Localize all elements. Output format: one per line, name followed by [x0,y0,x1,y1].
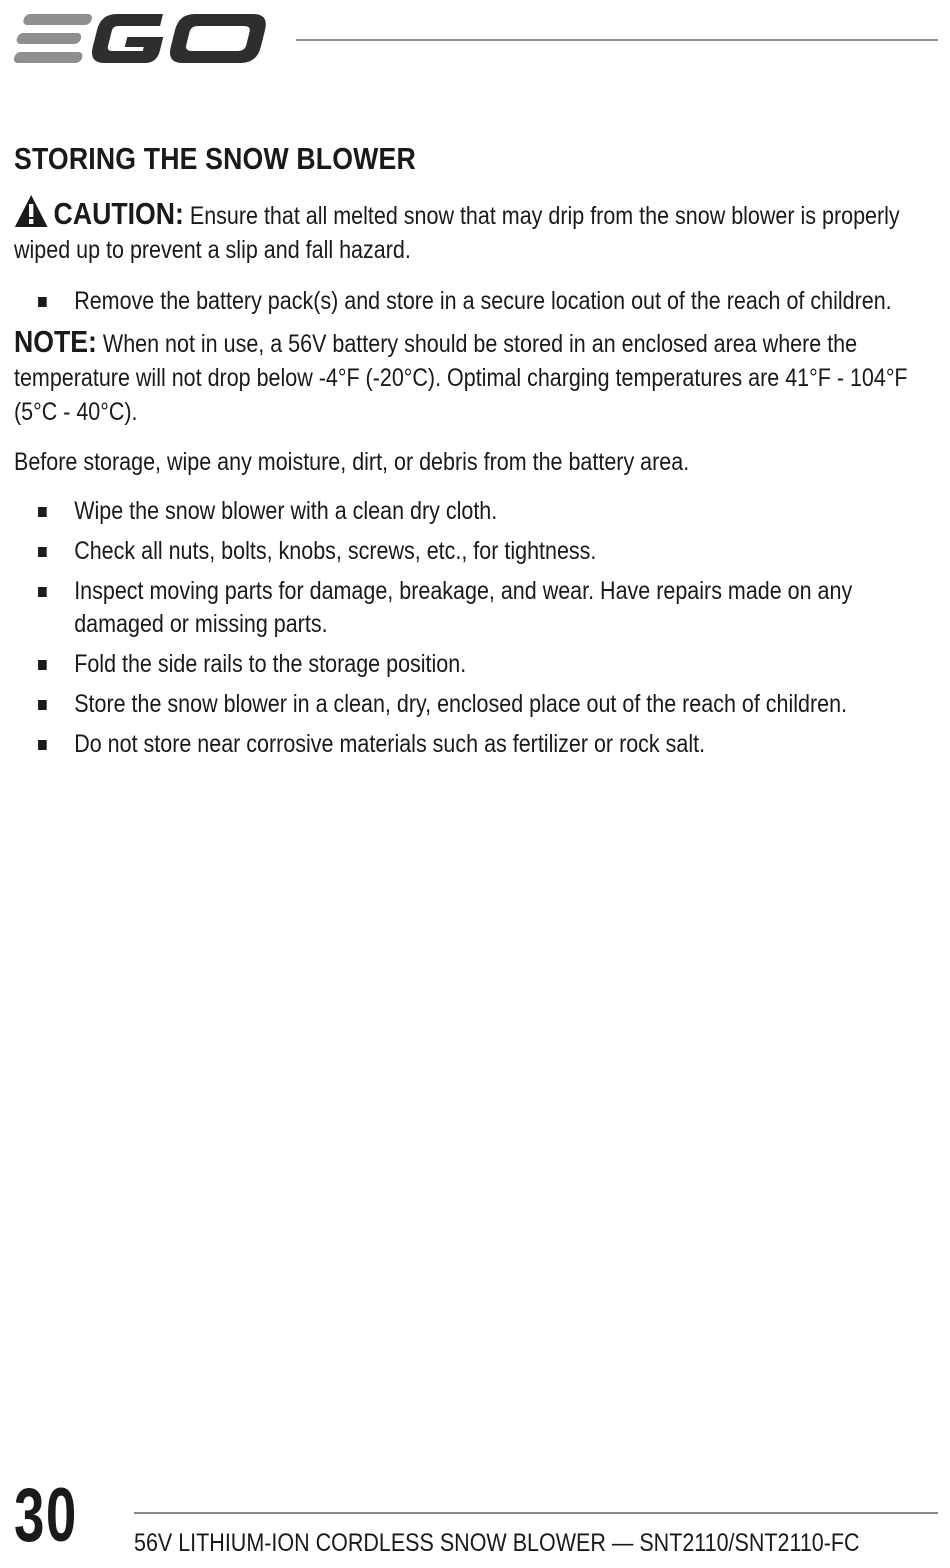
caution-paragraph [14,194,934,267]
list-item [14,285,934,318]
list-item-text: Do not store near corrosive materials such as fertilizer or rock salt. [74,730,706,758]
square-bullet [38,587,47,597]
square-bullet [38,297,47,307]
square-bullet [38,660,47,670]
square-bullet [38,740,47,750]
square-bullet [38,700,47,710]
warning-triangle-icon [14,194,48,228]
note-label: NOTE: [14,324,97,359]
caution-text: Ensure that all melted snow that may drip from the snow blower is properly wiped up to prevent a slip and fall hazard. [14,202,900,264]
battery-storage-list [14,285,934,318]
page-number: 30 [14,1473,78,1558]
list-item [14,535,934,568]
list-item-text: Store the snow blower in a clean, dry, enclosed place out of the reach of children. [74,690,848,718]
square-bullet [38,507,47,517]
header-divider [296,39,938,41]
list-item-text: Remove the battery pack(s) and store in a secure location out of the reach of children. [74,287,892,315]
list-item-text: Fold the side rails to the storage position. [74,650,467,678]
note-text: When not in use, a 56V battery should be stored in an enclosed area where the temperature will not drop below -4°F (-20°C). Optimal charging temperatures are 41°F - 104°F (5°C - 40°C). [14,330,908,426]
caution-label: CAUTION: [53,196,184,231]
list-item [14,575,934,641]
note-paragraph [14,325,934,429]
list-item-text: Inspect moving parts for damage, breakage, and wear. Have repairs made on any damaged or missing parts. [74,577,853,638]
product-line: 56V LITHIUM-ION CORDLESS SNOW BLOWER — SNT2110/SNT2110-FC [134,1529,860,1557]
storage-steps-list [14,495,934,761]
before-storage-paragraph: Before storage, wipe any moisture, dirt, or debris from the battery area. [14,448,690,476]
ego-logo [14,10,272,68]
footer-divider [134,1512,938,1514]
list-item [14,495,934,528]
list-item [14,728,934,761]
page-footer [14,1474,938,1564]
main-content [14,140,934,768]
list-item [14,648,934,681]
square-bullet [38,547,47,557]
list-item [14,688,934,721]
list-item-text: Wipe the snow blower with a clean dry cloth. [74,497,498,525]
page-header [14,10,938,72]
section-title: STORING THE SNOW BLOWER [14,141,416,176]
list-item-text: Check all nuts, bolts, knobs, screws, etc., for tightness. [74,537,597,565]
